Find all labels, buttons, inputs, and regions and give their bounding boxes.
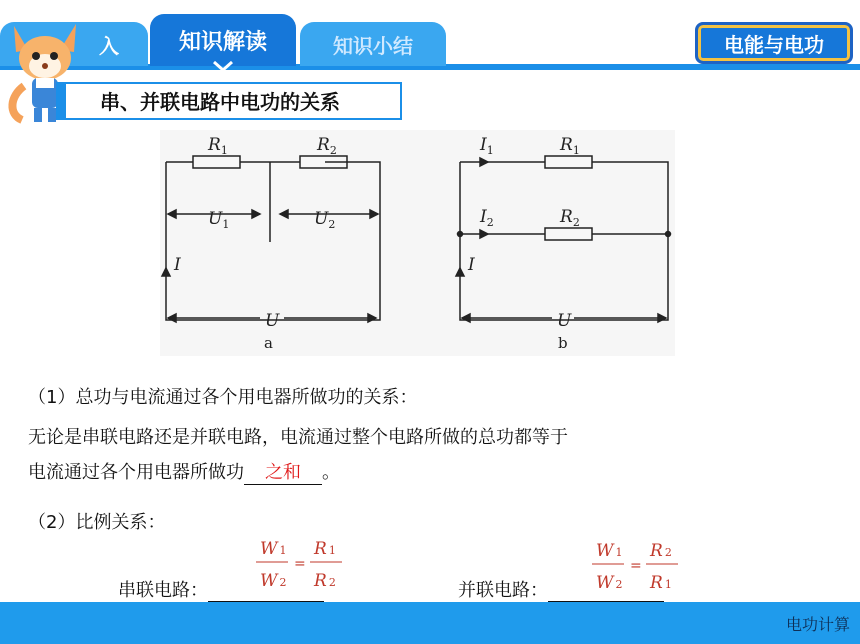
svg-text:W2: W 2 xyxy=(260,571,287,591)
svg-text:R2: R 2 xyxy=(650,541,672,561)
svg-text:W2: W 2 xyxy=(596,573,623,593)
label-b-voltage: U xyxy=(557,311,572,331)
tab-knowledge-summary[interactable] xyxy=(300,22,446,66)
tab-knowledge-summary-label: 知识小结 xyxy=(333,33,413,58)
point1-heading: （1）总功与电流通过各个用电器所做功的关系： xyxy=(28,387,418,408)
tab-knowledge-reading-label: 知识解读 xyxy=(178,29,267,55)
point1-line1: 无论是串联电路还是并联电路，电流通过整个电路所做的总功都等于 xyxy=(28,427,568,448)
point1-line2-end: 。 xyxy=(322,462,340,483)
svg-text:R2: R 2 xyxy=(314,571,336,591)
point2-heading: （2）比例关系： xyxy=(28,512,166,533)
caption-b: b xyxy=(558,334,568,352)
label-a-voltage: U xyxy=(265,311,280,331)
resistor-r1 xyxy=(193,156,240,168)
svg-text:W1: W 1 xyxy=(260,539,287,559)
resistor-b-r1 xyxy=(545,156,592,168)
section-title: 串、并联电路中电功的关系 xyxy=(100,90,340,114)
topic-badge[interactable] xyxy=(695,22,853,64)
circuit-a xyxy=(162,156,380,322)
svg-text:W1: W 1 xyxy=(596,541,623,561)
answer-text: 之和 xyxy=(265,462,301,483)
label-a-r2: $R_2$ xyxy=(317,135,337,157)
label-b-current: I xyxy=(468,255,475,275)
caption-a: a xyxy=(264,334,273,352)
point1-line2 xyxy=(28,458,340,485)
label-b-i1: $I_1$ xyxy=(480,135,494,157)
label-a-u2: $U_2$ xyxy=(314,209,336,231)
label-b-r1: $R_1$ xyxy=(560,135,580,157)
parallel-formula xyxy=(588,534,688,602)
svg-text:R1: R 1 xyxy=(650,573,672,593)
bottom-bar xyxy=(0,602,860,644)
label-a-u1: $U_1$ xyxy=(208,209,230,231)
footer-label: 电功计算 xyxy=(785,615,850,634)
topic-badge-label: 电能与电功 xyxy=(724,32,824,57)
answer-blank xyxy=(244,458,322,485)
circuit-diagram xyxy=(160,130,675,356)
parallel-label-text: 并联电路： xyxy=(458,580,548,601)
tab-knowledge-reading[interactable] xyxy=(150,14,296,66)
point1-line2-text: 电流通过各个用电器所做功 xyxy=(28,462,244,483)
svg-text:=: = xyxy=(294,556,306,572)
chevron-down-icon xyxy=(212,60,234,72)
label-a-current: I xyxy=(174,255,181,275)
svg-text:=: = xyxy=(630,558,642,574)
series-label-text: 串联电路： xyxy=(118,580,208,601)
label-b-r2: $R_2$ xyxy=(560,207,580,229)
label-a-r1: $R_1$ xyxy=(208,135,228,157)
tab-intro-label: 入 xyxy=(99,33,119,58)
series-formula xyxy=(252,530,352,602)
label-b-i2: $I_2$ xyxy=(480,207,494,229)
resistor-b-r2 xyxy=(545,228,592,240)
circuit-b xyxy=(456,156,671,322)
svg-text:R1: R 1 xyxy=(314,539,336,559)
